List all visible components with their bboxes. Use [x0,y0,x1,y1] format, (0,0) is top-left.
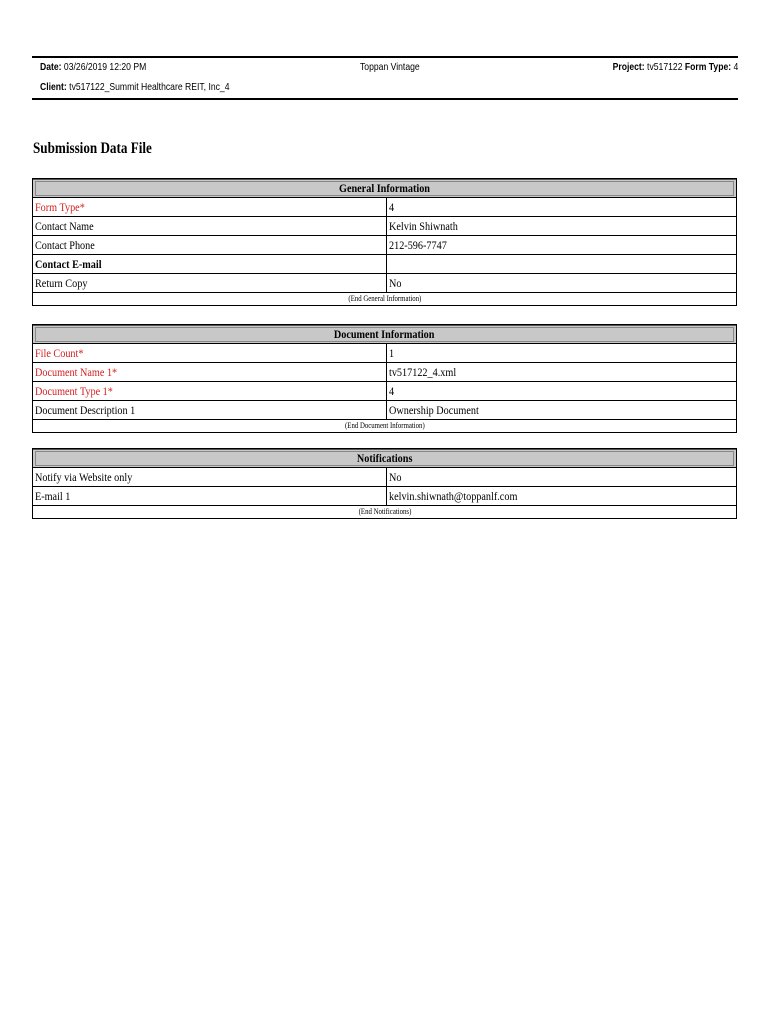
value-text: No [389,470,402,484]
end-text: (End Notifications) [358,507,411,516]
label-text: Document Type 1* [35,384,113,398]
form-type-value: 4 [733,61,738,73]
row-label [33,487,387,505]
row-value [387,382,736,400]
header-bottom-rule [32,98,738,100]
date-label: Date: [40,61,62,73]
row-value [387,363,736,381]
section-title: General Information [339,181,430,195]
row-label [33,401,387,419]
value-text: 4 [389,200,395,214]
form-type-label: Form Type: [684,61,731,73]
section-header [33,449,736,468]
page-title: Submission Data File [33,140,152,157]
row-label [33,198,387,216]
document-information-section [32,324,737,433]
value-text: 4 [389,384,395,398]
table-row [33,487,736,506]
project-label: Project: [612,61,645,73]
value-text: No [389,276,402,290]
section-end-note [33,506,736,518]
header-top-rule [32,56,738,58]
value-text: Ownership Document [389,403,479,417]
value-text: tv517122_4.xml [389,365,457,379]
section-end-note [33,293,736,305]
client-label: Client: [40,81,67,93]
row-value [387,344,736,362]
section-header [33,325,736,344]
table-row [33,468,736,487]
row-value [387,468,736,486]
project-value: tv517122 [646,61,683,73]
row-label [33,236,387,254]
row-value [387,198,736,216]
table-row [33,217,736,236]
client-value: tv517122_Summit Healthcare REIT, Inc_4 [69,81,230,93]
row-label [33,255,387,273]
label-text: Return Copy [35,276,88,290]
row-label [33,363,387,381]
label-text: Document Name 1* [35,365,118,379]
label-text: Contact Name [35,219,94,233]
date-value: 03/26/2019 12:20 PM [63,61,147,73]
notifications-section [32,448,737,519]
table-row [33,236,736,255]
value-text: kelvin.shiwnath@toppanlf.com [389,489,518,503]
label-text: File Count* [35,346,84,360]
row-value [387,255,736,273]
row-value [387,217,736,235]
section-title: Notifications [356,451,413,465]
table-row [33,382,736,401]
row-label [33,274,387,292]
header-client [40,81,230,93]
row-value [387,236,736,254]
label-text: Document Description 1 [35,403,136,417]
end-text: (End Document Information) [344,421,425,430]
table-row [33,401,736,420]
label-text: E-mail 1 [35,489,71,503]
section-header [33,179,736,198]
row-label [33,468,387,486]
row-label [33,344,387,362]
section-title: Document Information [334,327,435,341]
row-label [33,217,387,235]
value-text: 212-596-7747 [389,238,447,252]
header-date [40,61,146,73]
end-text: (End General Information) [348,294,421,303]
table-row [33,344,736,363]
table-row [33,198,736,217]
table-row [33,363,736,382]
value-text: Kelvin Shiwnath [389,219,458,233]
header-center-text: Toppan Vintage [360,61,420,73]
value-text: 1 [389,346,395,360]
general-information-section [32,178,737,306]
header-project [612,61,738,73]
label-text: Form Type* [35,200,85,214]
row-label [33,382,387,400]
row-value [387,274,736,292]
section-end-note [33,420,736,432]
table-row [33,255,736,274]
table-row [33,274,736,293]
label-text: Notify via Website only [35,470,133,484]
row-value [387,401,736,419]
label-text: Contact E-mail [35,257,102,271]
row-value [387,487,736,505]
label-text: Contact Phone [35,238,95,252]
